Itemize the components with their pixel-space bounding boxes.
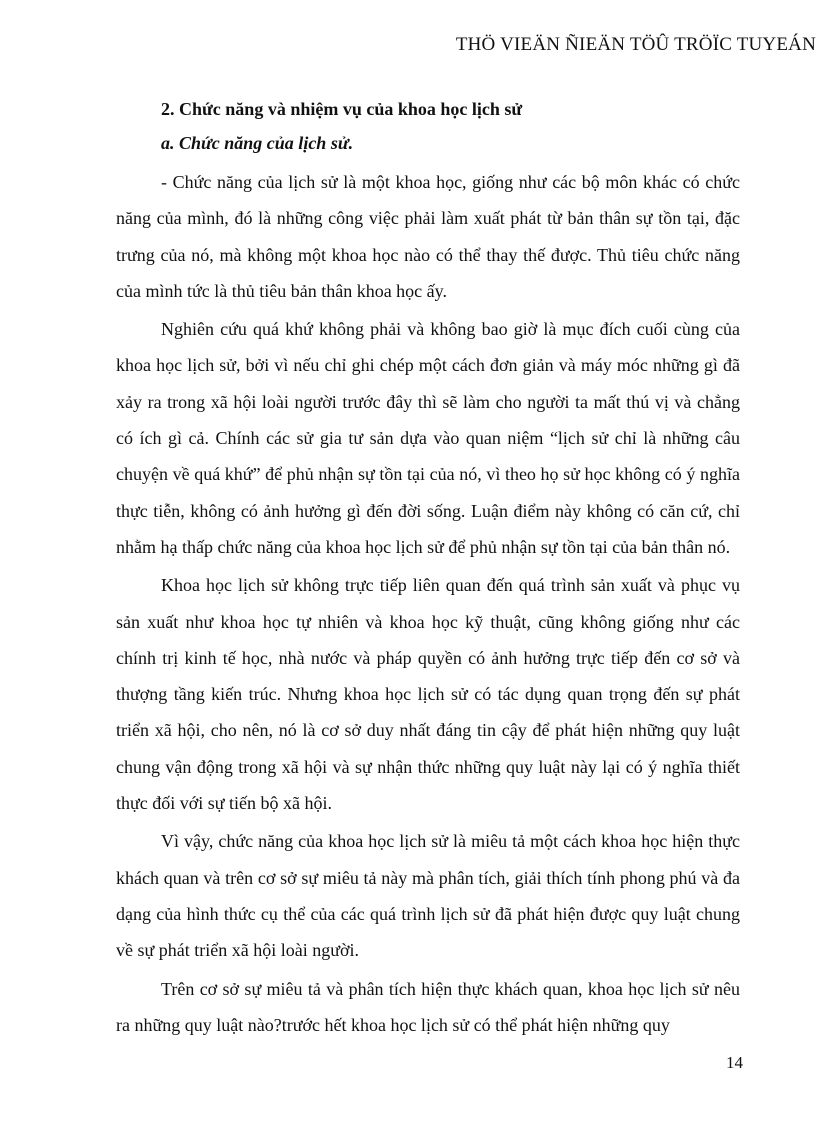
page-number: 14: [726, 1053, 743, 1072]
paragraph-4: Vì vậy, chức năng của khoa học lịch sử là miêu tả một cách khoa học hiện thực khách quan và trên cơ sở sự miêu tả này mà phân tích, giải thích tính phong phú và đa dạng của hình thức cụ thể của các quá trình lịch sử đã phát hiện được quy luật chung về sự phát triển xã hội loài người.: [116, 831, 740, 961]
section-heading: 2. Chức năng và nhiệm vụ của khoa học lịch sử: [161, 99, 523, 119]
page-body: [116, 92, 740, 1045]
paragraph-3: Khoa học lịch sử không trực tiếp liên quan đến quá trình sản xuất và phục vụ sản xuất như khoa học tự nhiên và khoa học kỹ thuật, cũng không giống như các chính trị kinh tế học, nhà nước và pháp quyền có ảnh hưởng trực tiếp đến cơ sở và thượng tầng kiến trúc. Nhưng khoa học lịch sử có tác dụng quan trọng đến sự phát triển xã hội, cho nên, nó là cơ sở duy nhất đáng tin cậy để phát hiện những quy luật chung vận động trong xã hội và sự nhận thức những quy luật này lại có ý nghĩa thiết thực đối với sự tiến bộ xã hội.: [116, 575, 740, 814]
section-subheading: a. Chức năng của lịch sử.: [161, 133, 354, 153]
paragraph-5: Trên cơ sở sự miêu tả và phân tích hiện thực khách quan, khoa học lịch sử nêu ra những quy luật nào?trước hết khoa học lịch sử có thể phát hiện những quy: [116, 978, 740, 1035]
running-header: THÖ VIEÄN ÑIEÄN TÖÛ TRÖÏC TUYEÁN: [455, 34, 816, 55]
paragraph-1: - Chức năng của lịch sử là một khoa học, giống như các bộ môn khác có chức năng của mình, đó là những công việc phải làm xuất phát từ bản thân sự tồn tại, đặc trưng của nó, mà không một khoa học nào có thể thay thế được. Thủ tiêu chức năng của mình tức là thủ tiêu bản thân khoa học ấy.: [116, 172, 740, 301]
paragraph-2: Nghiên cứu quá khứ không phải và không bao giờ là mục đích cuối cùng của khoa học lịch sử, bởi vì nếu chỉ ghi chép một cách đơn giản và máy móc những gì đã xảy ra trong xã hội loài người trước đây thì sẽ làm cho người ta mất thú vị và chẳng có ích gì cả. Chính các sử gia tư sản dựa vào quan niệm “lịch sử chỉ là những câu chuyện về quá khứ” để phủ nhận sự tồn tại của nó, vì theo họ sử học không có ý nghĩa thực tiễn, không có ảnh hưởng gì đến đời sống. Luận điểm này không có căn cứ, chỉ nhằm hạ thấp chức năng của khoa học lịch sử để phủ nhận sự tồn tại của bản thân nó.: [116, 319, 740, 557]
